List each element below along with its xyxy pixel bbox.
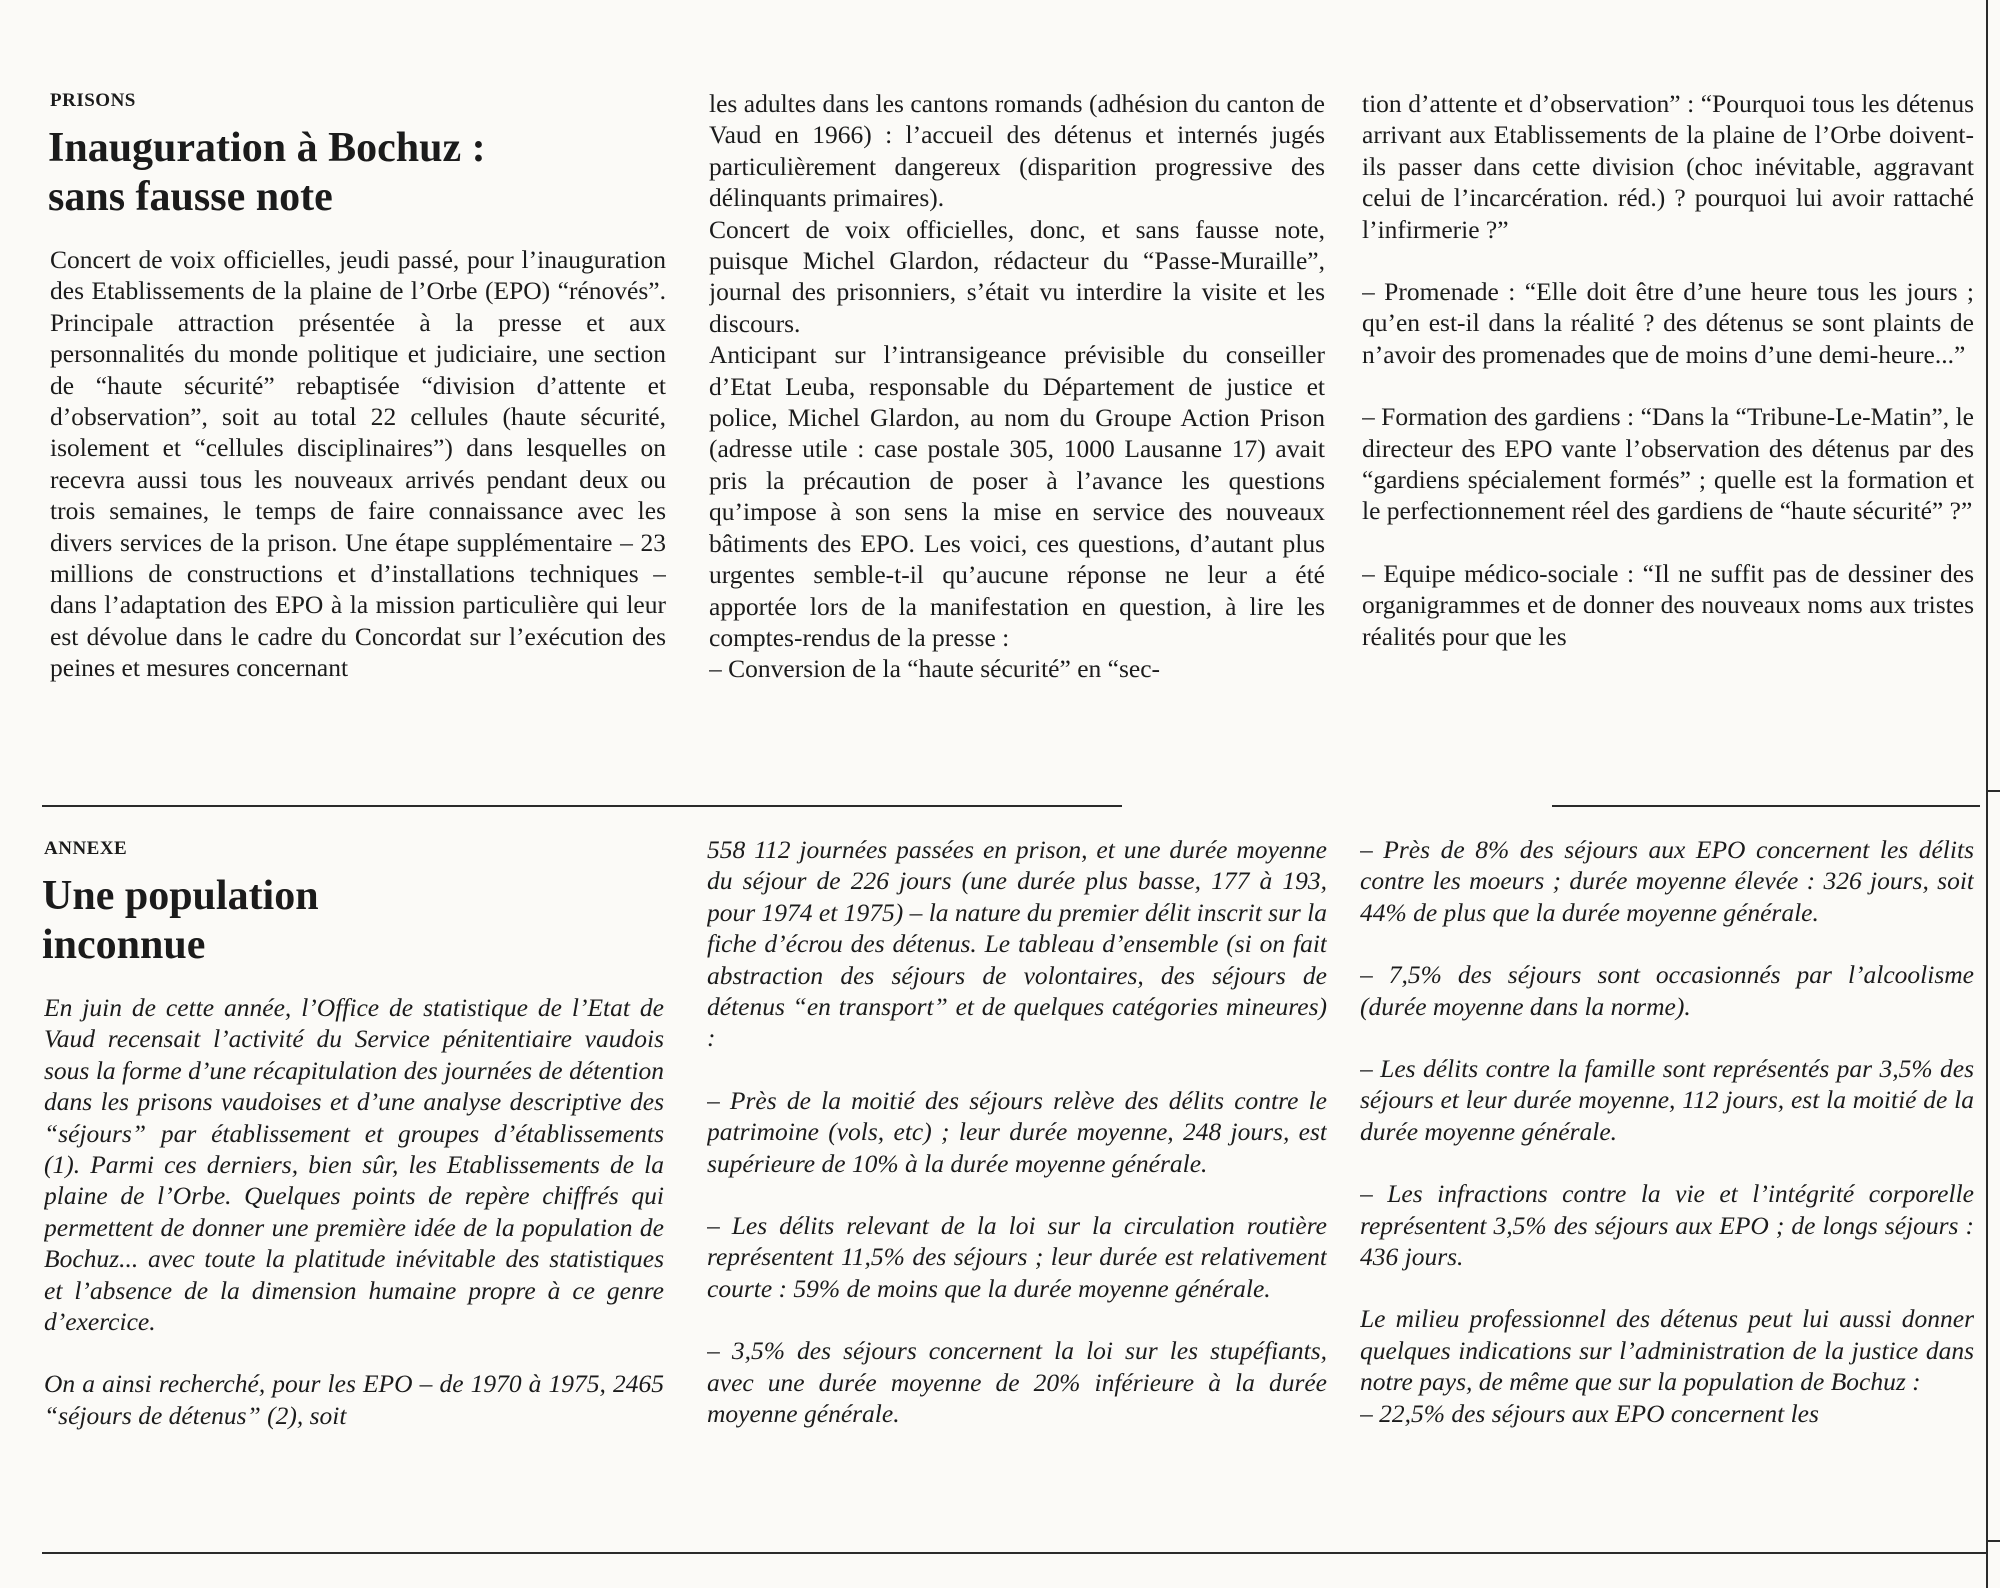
paragraph: – Les délits contre la famille sont représentés par 3,5% des séjours et leur durée moyenne, 112 jours, est la moitié de la durée moyenne générale. [1360, 1054, 1974, 1146]
paragraph: – 22,5% des séjours aux EPO concernent les [1360, 1398, 1819, 1428]
article-column-2 [709, 88, 1325, 776]
paragraph: En juin de cette année, l’Office de statistique de l’Etat de Vaud recensait l’activité du Service pénitentiaire vaudois sous la forme d’une récapitulation des journées de détention dans les prisons vaudoises et d’une analyse descriptive des “séjours” par établissement et groupes d’établissements (1). Parmi ces derniers, bien sûr, les Etablissements de la plaine de l’Orbe. Quelques points de repère chiffrés qui permettent de donner une première idée de la population de Bochuz... avec toute la platitude inévitable des statistiques et l’absence de la dimension humaine propre à ce genre d’exercice. [44, 993, 664, 1337]
page-edge-rule [1986, 0, 1988, 1588]
paragraph: tion d’attente et d’observation” : “Pourquoi tous les détenus arrivant aux Etablissements de la plaine de l’Orbe doivent-ils passer dans cette division (choc inévitable, aggravant celui de l’incarcération. réd.) ? pourquoi lui avoir rattaché l’infirmerie ?” [1362, 89, 1974, 244]
headline-line-1: Inauguration à Bochuz : [48, 125, 486, 171]
article-headline [42, 872, 319, 970]
edge-tick-mark [1986, 1540, 2000, 1542]
paragraph: – Conversion de la “haute sécurité” en “sec- [709, 654, 1161, 684]
paragraph: – 3,5% des séjours concernent la loi sur les stupéfiants, avec une durée moyenne de 20% inférieure à la durée moyenne générale. [707, 1336, 1327, 1429]
section-kicker: PRISONS [50, 90, 136, 111]
section-divider-right [1552, 805, 1980, 807]
paragraph: Anticipant sur l’intransigeance prévisible du conseiller d’Etat Leuba, responsable du Département de justice et police, Michel Glardon, au nom du Groupe Action Prison (adresse utile : case postale 305, 1000 Lausanne 17) avait pris la précaution de poser à l’avance les questions qu’impose à son sens la mise en service des nouveaux bâtiments des EPO. Les voici, ces questions, d’autant plus urgentes semble-t-il qu’aucune réponse ne leur a été apportée lors de la manifestation en question, à lire les comptes-rendus de la presse : [709, 340, 1325, 652]
section-divider-left [42, 805, 1122, 807]
paragraph: – Les infractions contre la vie et l’intégrité corporelle représentent 3,5% des séjours aux EPO ; de longs séjours : 436 jours. [1360, 1179, 1974, 1272]
paragraph: – Formation des gardiens : “Dans la “Tribune-Le-Matin”, le directeur des EPO vante l’observation des détenus par des “gardiens spécialement formés” ; quelle est la formation et le perfectionnement réel des gardiens de “haute sécurité” ?” [1362, 402, 1974, 526]
paragraph: – Près de la moitié des séjours relève des délits contre le patrimoine (vols, etc) ; leur durée moyenne, 248 jours, est supérieure de 10% à la durée moyenne générale. [707, 1085, 1327, 1178]
paragraph: Le milieu professionnel des détenus peut lui aussi donner quelques indications sur l’administration de la justice dans notre pays, de même que sur la population de Bochuz : [1360, 1304, 1974, 1397]
headline-line-1: Une population [42, 873, 319, 919]
paragraph: – Près de 8% des séjours aux EPO concernent les délits contre les moeurs ; durée moyenne élevée : 326 jours, soit 44% de plus que la durée moyenne générale. [1360, 835, 1974, 927]
article-column-2 [707, 834, 1327, 1534]
article-column-1 [50, 244, 666, 774]
headline-line-2: inconnue [42, 922, 206, 968]
article-headline [48, 124, 486, 222]
paragraph: – Equipe médico-sociale : “Il ne suffit pas de dessiner des organigrammes et de donner des nouveaux noms aux tristes réalités pour que les [1362, 558, 1974, 651]
article-column-1 [44, 992, 664, 1532]
article-column-3 [1360, 834, 1974, 1534]
paragraph: les adultes dans les cantons romands (adhésion du canton de Vaud en 1966) : l’accueil des détenus et internés jugés particulièrement dangereux (disparition progressive des délinquants primaires). [709, 89, 1325, 213]
section-kicker: ANNEXE [44, 838, 128, 859]
paragraph: – Promenade : “Elle doit être d’une heure tous les jours ; qu’en est-il dans la réalité ? des détenus se sont plaints de n’avoir des promenades que de moins d’une demi-heure...” [1362, 277, 1974, 369]
paragraph: 558 112 journées passées en prison, et une durée moyenne du séjour de 226 jours (une durée plus basse, 177 à 193, pour 1974 et 1975) – la nature du premier délit inscrit sur la fiche d’écrou des détenus. Le tableau d’ensemble (si on fait abstraction des séjours de volontaires, des séjours de détenus “en transport” et de quelques catégories mineures) : [707, 835, 1327, 1053]
edge-tick-mark [1986, 790, 2000, 792]
bottom-rule [42, 1552, 1986, 1554]
paragraph: – 7,5% des séjours sont occasionnés par l’alcoolisme (durée moyenne dans la norme). [1360, 960, 1974, 1021]
paragraph: On a ainsi recherché, pour les EPO – de 1970 à 1975, 2465 “séjours de détenus” (2), soit [44, 1369, 664, 1430]
paragraph: – Les délits relevant de la loi sur la circulation routière représentent 11,5% des séjours ; leur durée est relativement courte : 59% de moins que la durée moyenne générale. [707, 1211, 1327, 1303]
paragraph: Concert de voix officielles, donc, et sans fausse note, puisque Michel Glardon, rédacteur du “Passe-Muraille”, journal des prisonniers, s’était vu interdire la visite et les discours. [709, 214, 1325, 338]
paragraph: Concert de voix officielles, jeudi passé, pour l’inauguration des Etablissements de la plaine de l’Orbe (EPO) “rénovés”. Principale attraction présentée à la presse et aux personnalités du monde politique et judiciaire, une section de “haute sécurité” rebaptisée “division d’attente et d’observation”, soit au total 22 cellules (haute sécurité, isolement et “cellules disciplinaires”) dans lesquelles on recevra aussi tous les nouveaux arrivés pendant deux ou trois semaines, le temps de faire connaissance avec les divers services de la prison. Une étape supplémentaire – 23 millions de constructions et d’installations techniques – dans l’adaptation des EPO à la mission particulière qui leur est dévolue dans le cadre du Concordat sur l’exécution des peines et mesures concernant [50, 245, 666, 683]
headline-line-2: sans fausse note [48, 174, 333, 220]
article-column-3 [1362, 88, 1974, 776]
